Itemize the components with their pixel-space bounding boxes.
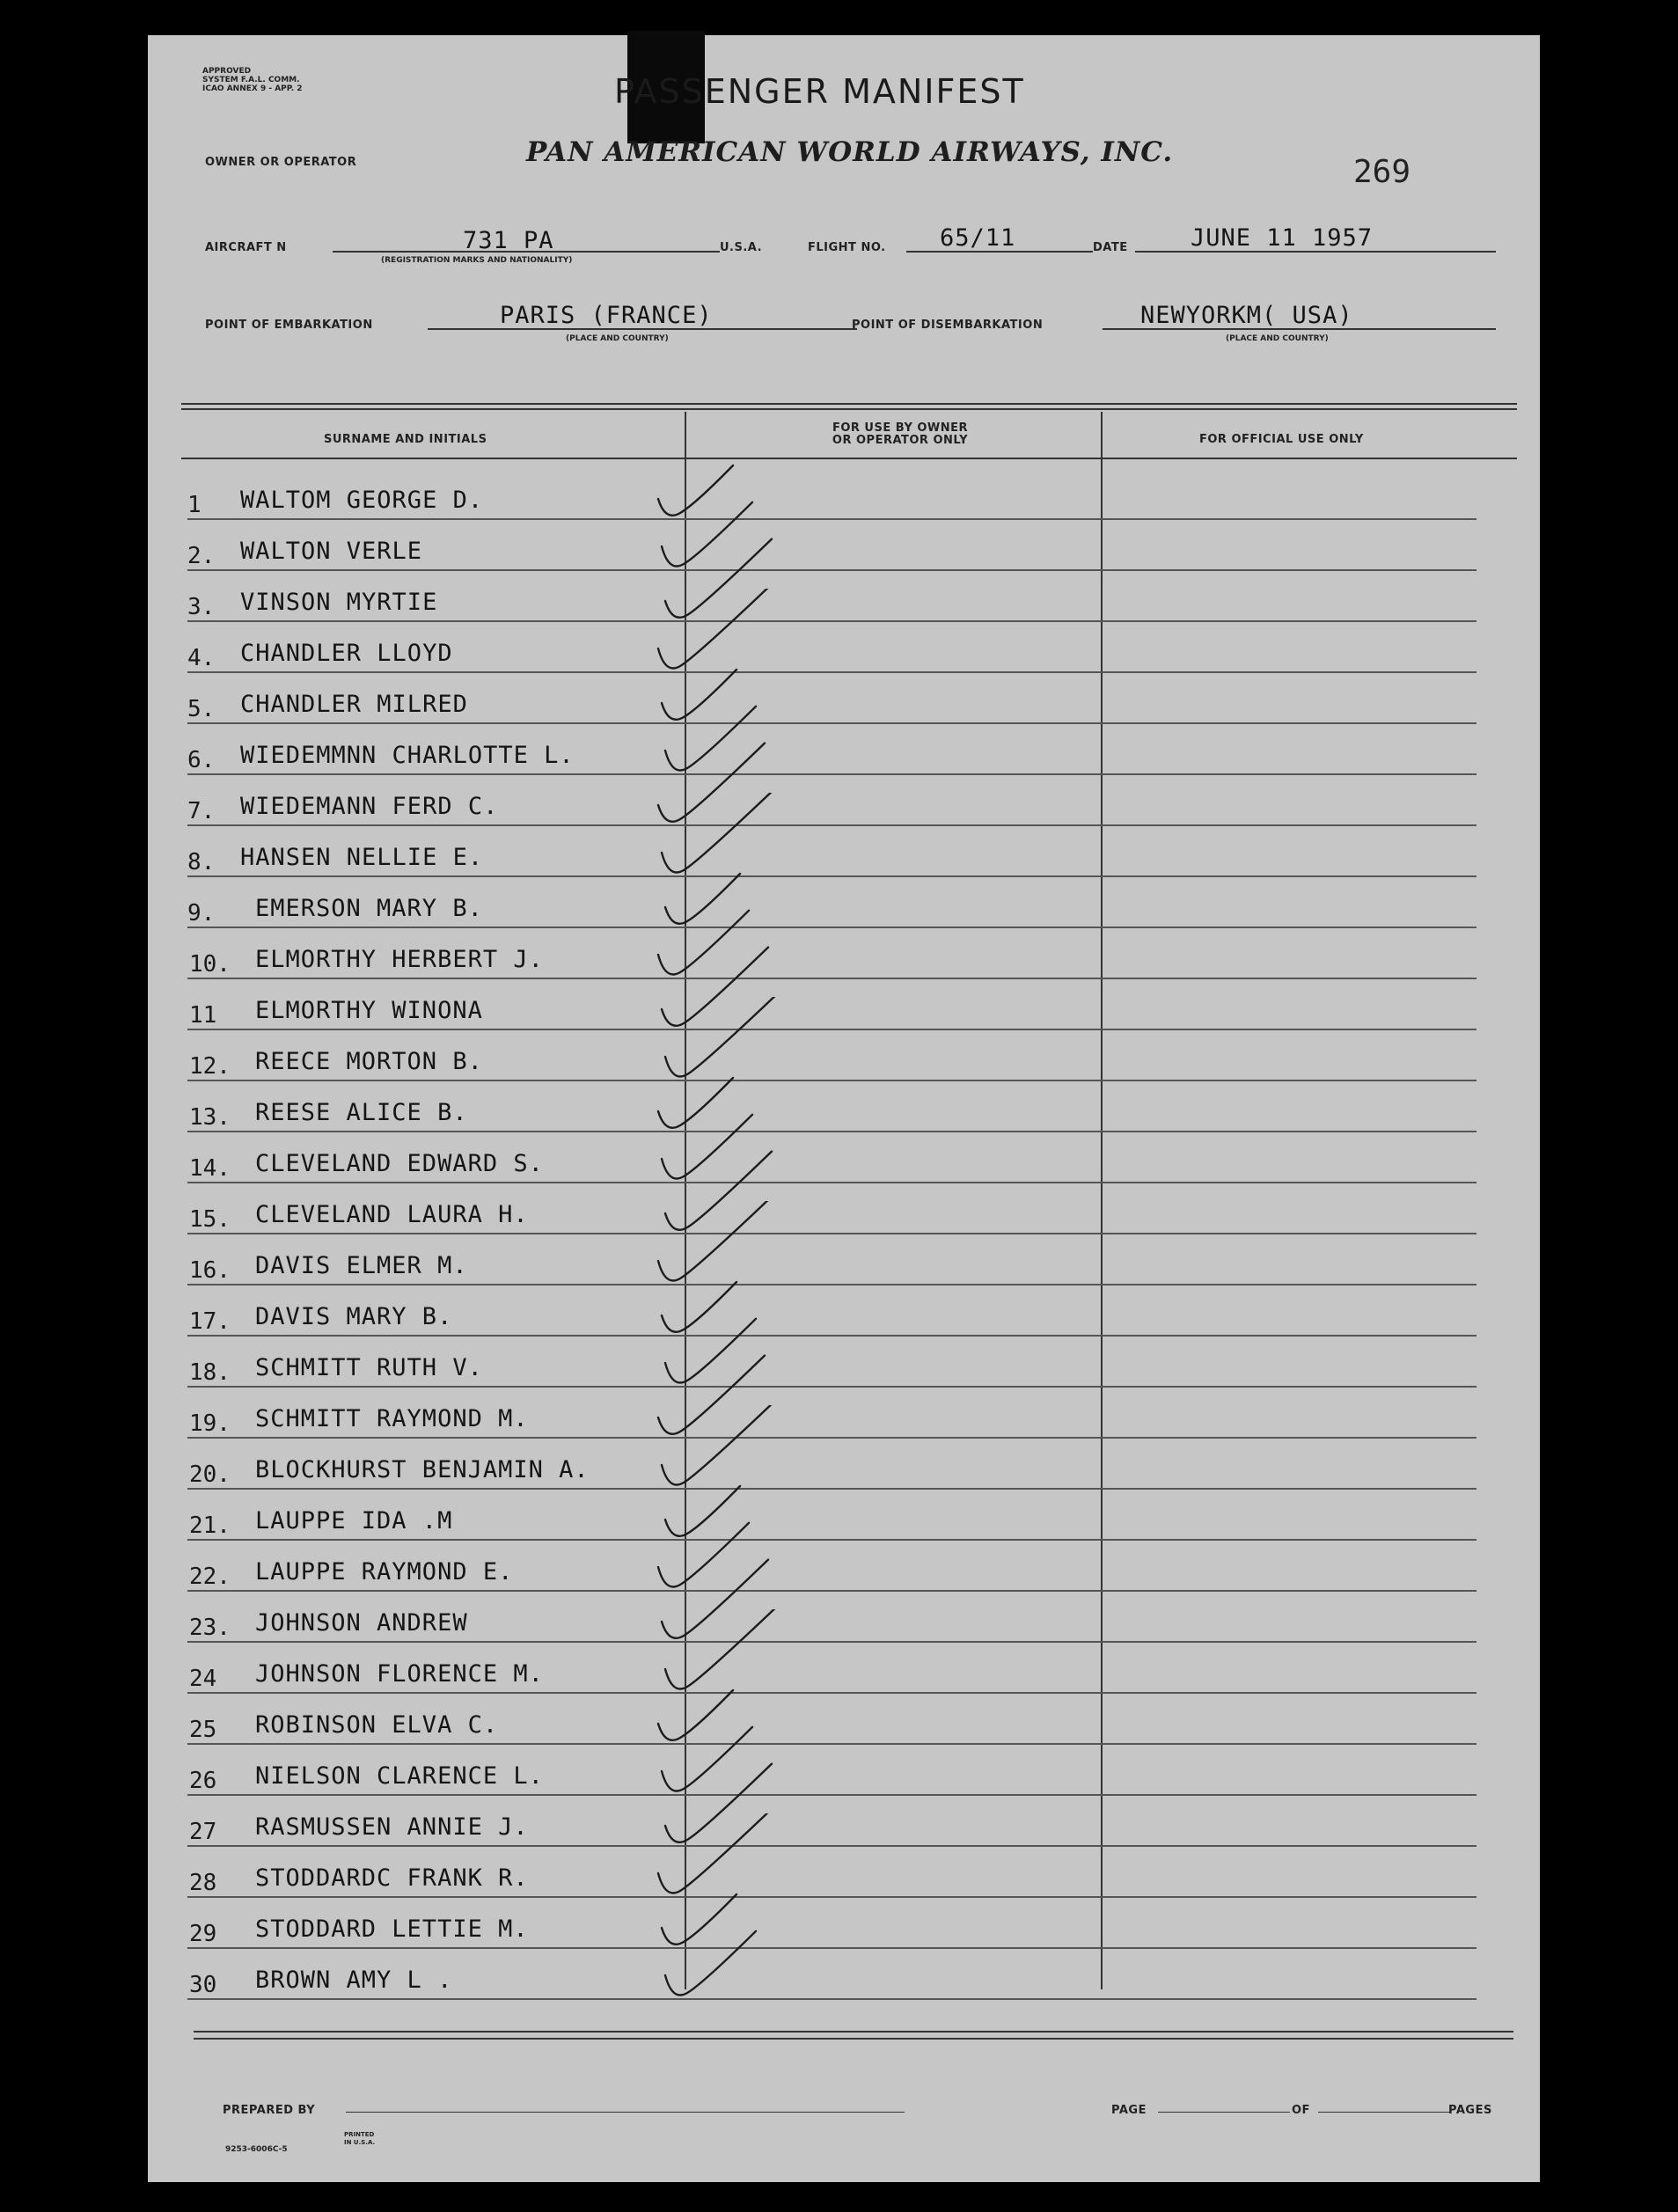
row-rule — [187, 1896, 1476, 1898]
table-top-rule-2 — [181, 408, 1517, 410]
row-number: 22. — [189, 1564, 231, 1590]
row-number: 14. — [189, 1155, 231, 1182]
table-bottom-rule — [194, 2031, 1513, 2033]
of-line — [1318, 2112, 1450, 2113]
owner-label: OWNER OR OPERATOR — [205, 156, 357, 169]
prepared-line — [346, 2112, 905, 2113]
passenger-name: CLEVELAND LAURA H. — [255, 1201, 529, 1228]
passenger-name: RASMUSSEN ANNIE J. — [255, 1813, 529, 1841]
page-number: 269 — [1353, 154, 1411, 190]
row-rule — [187, 1539, 1476, 1541]
passenger-name: ROBINSON ELVA C. — [255, 1711, 499, 1739]
row-rule — [187, 1386, 1476, 1388]
row-number: 20. — [189, 1461, 231, 1488]
passenger-name: HANSEN NELLIE E. — [240, 844, 484, 871]
of-label: OF — [1292, 2104, 1310, 2117]
row-rule — [187, 1743, 1476, 1745]
row-rule — [187, 1233, 1476, 1234]
row-number: 8. — [187, 849, 216, 875]
row-number: 25 — [189, 1717, 217, 1743]
row-number: 16. — [189, 1257, 231, 1284]
disembark-note: (PLACE AND COUNTRY) — [1226, 334, 1329, 343]
aircraft-note: (REGISTRATION MARKS AND NATIONALITY) — [381, 256, 573, 265]
embark-value: PARIS (FRANCE) — [500, 302, 713, 329]
row-rule — [187, 824, 1476, 826]
row-number: 7. — [187, 798, 216, 824]
date-value: JUNE 11 1957 — [1191, 224, 1374, 252]
row-number: 11 — [189, 1002, 217, 1029]
passenger-name: JOHNSON FLORENCE M. — [255, 1660, 544, 1688]
column-divider-right — [1101, 412, 1103, 1989]
col-header-owner-line2: OR OPERATOR ONLY — [832, 434, 969, 447]
row-rule — [187, 927, 1476, 928]
date-label: DATE — [1093, 241, 1128, 254]
usa-label: U.S.A. — [720, 241, 763, 254]
row-number: 9. — [187, 900, 216, 927]
row-rule — [187, 1947, 1476, 1949]
passenger-name: SCHMITT RAYMOND M. — [255, 1405, 529, 1432]
row-number: 1 — [187, 492, 202, 518]
row-rule — [187, 773, 1476, 775]
row-number: 29 — [189, 1921, 217, 1947]
passenger-name: WALTON VERLE — [240, 538, 423, 565]
row-rule — [187, 1284, 1476, 1285]
row-rule — [187, 978, 1476, 979]
row-number: 6. — [187, 747, 216, 773]
printed-note: PRINTED IN U.S.A. — [344, 2131, 376, 2146]
row-rule — [187, 1335, 1476, 1337]
row-rule — [187, 1182, 1476, 1183]
row-number: 15. — [189, 1206, 231, 1233]
table-top-rule — [181, 403, 1517, 405]
row-number: 18. — [189, 1359, 231, 1386]
row-number: 26 — [189, 1768, 217, 1794]
passenger-name: VINSON MYRTIE — [240, 589, 438, 616]
row-number: 28 — [189, 1870, 217, 1896]
passenger-name: STODDARDC FRANK R. — [255, 1864, 529, 1892]
header-bottom-rule — [181, 458, 1517, 459]
passenger-name: JOHNSON ANDREW — [255, 1609, 468, 1637]
row-number: 17. — [189, 1308, 231, 1335]
disembark-label: POINT OF DISEMBARKATION — [852, 319, 1044, 332]
row-number: 23. — [189, 1615, 231, 1641]
page-line — [1158, 2112, 1290, 2113]
row-rule — [187, 518, 1476, 520]
embark-label: POINT OF EMBARKATION — [205, 319, 373, 332]
passenger-name: DAVIS MARY B. — [255, 1303, 453, 1330]
row-rule — [187, 1131, 1476, 1132]
row-rule — [187, 875, 1476, 877]
passenger-name: CLEVELAND EDWARD S. — [255, 1150, 544, 1177]
form-code: 9253-6006C-5 — [225, 2145, 288, 2154]
row-number: 27 — [189, 1819, 217, 1845]
passenger-name: WALTOM GEORGE D. — [240, 487, 484, 514]
approval-line: ICAO ANNEX 9 - APP. 2 — [202, 84, 303, 93]
col-header-names: SURNAME AND INITIALS — [324, 433, 487, 446]
flight-value: 65/11 — [940, 224, 1016, 252]
approval-line: APPROVED — [202, 67, 252, 76]
row-rule — [187, 671, 1476, 673]
row-rule — [187, 1641, 1476, 1643]
row-number: 21. — [189, 1513, 231, 1539]
passenger-name: STODDARD LETTIE M. — [255, 1915, 529, 1943]
passenger-name: CHANDLER MILRED — [240, 691, 468, 718]
flight-label: FLIGHT NO. — [808, 241, 886, 254]
document-title: PASSENGER MANIFEST — [614, 72, 1025, 111]
row-rule — [187, 1692, 1476, 1694]
passenger-name: BROWN AMY L . — [255, 1967, 453, 1994]
page-label: PAGE — [1111, 2104, 1147, 2117]
passenger-name: DAVIS ELMER M. — [255, 1252, 468, 1279]
passenger-name: BLOCKHURST BENJAMIN A. — [255, 1456, 590, 1483]
row-rule — [187, 1029, 1476, 1030]
aircraft-value: 731 PA — [463, 227, 554, 254]
col-header-official: FOR OFFICIAL USE ONLY — [1199, 433, 1364, 446]
row-number: 12. — [189, 1053, 231, 1080]
row-number: 13. — [189, 1104, 231, 1131]
disembark-value: NEWYORKM( USA) — [1140, 302, 1353, 329]
row-number: 24 — [189, 1666, 217, 1692]
row-number: 3. — [187, 594, 216, 620]
pages-label: PAGES — [1448, 2104, 1492, 2117]
row-number: 5. — [187, 696, 216, 722]
row-rule — [187, 722, 1476, 724]
embark-note: (PLACE AND COUNTRY) — [566, 334, 669, 343]
row-rule — [187, 1794, 1476, 1796]
row-number: 30 — [189, 1972, 217, 1998]
passenger-name: CHANDLER LLOYD — [240, 640, 453, 667]
row-number: 2. — [187, 543, 216, 569]
row-number: 19. — [189, 1410, 231, 1437]
row-rule — [187, 569, 1476, 571]
owner-value: PAN AMERICAN WORLD AIRWAYS, INC. — [526, 136, 1174, 168]
check-mark-icon — [648, 1915, 806, 2012]
row-number: 10. — [189, 951, 231, 978]
passenger-name: NIELSON CLARENCE L. — [255, 1762, 544, 1790]
col-header-owner — [799, 422, 1001, 447]
passenger-name: EMERSON MARY B. — [255, 895, 483, 922]
aircraft-label: AIRCRAFT N — [205, 241, 287, 254]
row-rule — [187, 620, 1476, 622]
passenger-name: WIEDEMMNN CHARLOTTE L. — [240, 742, 575, 769]
row-rule — [187, 1845, 1476, 1847]
row-rule — [187, 1590, 1476, 1592]
row-rule — [187, 1488, 1476, 1490]
passenger-name: REESE ALICE B. — [255, 1099, 468, 1126]
row-rule — [187, 1437, 1476, 1439]
approval-line: SYSTEM F.A.L. COMM. — [202, 76, 300, 84]
passenger-name: ELMORTHY HERBERT J. — [255, 946, 544, 973]
prepared-label: PREPARED BY — [223, 2104, 316, 2117]
passenger-name: REECE MORTON B. — [255, 1048, 483, 1075]
passenger-name: SCHMITT RUTH V. — [255, 1354, 483, 1381]
approval-block — [202, 67, 303, 93]
table-bottom-rule-2 — [194, 2038, 1513, 2040]
manifest-sheet — [148, 35, 1540, 2182]
passenger-name: ELMORTHY WINONA — [255, 997, 483, 1024]
row-rule — [187, 1998, 1476, 2000]
row-number: 4. — [187, 645, 216, 671]
passenger-name: LAUPPE IDA .M — [255, 1507, 453, 1534]
row-rule — [187, 1080, 1476, 1081]
passenger-name: LAUPPE RAYMOND E. — [255, 1558, 514, 1586]
passenger-name: WIEDEMANN FERD C. — [240, 793, 499, 820]
col-header-owner-line1: FOR USE BY OWNER — [832, 421, 969, 435]
